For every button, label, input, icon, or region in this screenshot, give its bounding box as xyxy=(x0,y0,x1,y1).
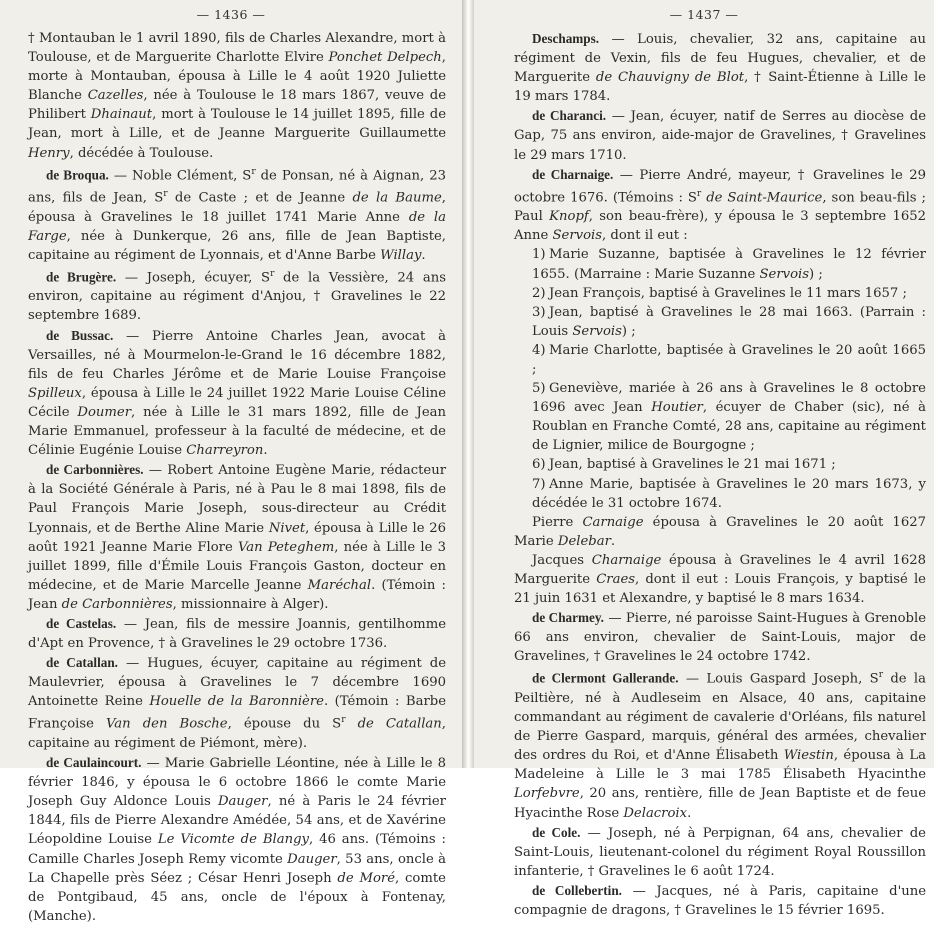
register-entry xyxy=(514,29,926,106)
entry-surname: de Cole. xyxy=(532,824,581,840)
italic-name: Servois xyxy=(572,323,622,339)
italic-name: de Chauvigny de Blot xyxy=(595,70,745,86)
entry-text: — Noble Clément, S xyxy=(108,168,252,184)
entry-text: , capitaine au régiment de Piémont, mère). xyxy=(28,716,446,751)
italic-name: Wiestin xyxy=(783,748,834,764)
page-number-right: — 1437 — xyxy=(669,7,739,22)
register-entry xyxy=(28,753,446,926)
entry-text: — Louis Gaspard Joseph, S xyxy=(678,671,879,687)
entry-surname: de Collebertin. xyxy=(532,882,622,898)
entry-text: . (Témoin : Barbe Françoise xyxy=(28,694,446,732)
register-entry xyxy=(28,265,446,326)
item-number: 6) xyxy=(532,457,546,473)
entry-text: , épousa à Gravelines le 18 juillet 1741 Marie Anne xyxy=(28,190,446,225)
entry-text: , morte à Montauban, épousa à Lille le 4 août 1920 Juliette Blanche xyxy=(28,50,446,104)
entry-text: — Marie Gabrielle Léontine, née à Lille le 8 février 1846, y épousa le 6 octobre 1866 le comte Marie Joseph Guy Aldonce Louis xyxy=(28,756,446,810)
superscript: r xyxy=(878,670,884,681)
register-entry xyxy=(514,666,926,822)
entry-text: , née à Lille le 3 juillet 1899, fille d'Émile Louis François Gaston, docteur en médecine, et de Marie Marcelle Jeanne xyxy=(28,539,447,593)
entry-surname: de Bussac. xyxy=(46,327,114,343)
entry-surname: de Broqua. xyxy=(46,167,109,183)
item-number: 4) xyxy=(532,342,546,358)
register-entry xyxy=(28,29,446,163)
entry-text: , née à Dunkerque, 26 ans, fille de Jean Baptiste, capitaine au régiment de Lyonnais, et d'Anne Barbe xyxy=(28,228,446,263)
italic-name: Nivet xyxy=(268,520,306,536)
entry-text: † Montauban le 1 avril 1890, fils de Charles Alexandre, mort à Toulouse, et de Marguerite Charlotte Elvire xyxy=(28,31,446,66)
register-entry xyxy=(514,551,926,608)
page-number-left: — 1436 — xyxy=(196,7,266,22)
entry-surname: de Clermont Gallerande. xyxy=(532,670,679,686)
entry-surname: de Charnaige. xyxy=(532,166,614,182)
entry-text: de la Peiltière, né à Audleseim en Alsace, 40 ans, capitaine commandant au régiment de cavalerie d'Orléans, fils naturel de Pierre Gaspard, marquis, général des armées, chevalier des ordres du Roi, et d'Anne Élisabeth xyxy=(514,671,926,764)
superscript: r xyxy=(251,166,256,177)
entry-text: Geneviève, mariée à 26 ans à Gravelines le 8 octobre 1696 avec Jean xyxy=(532,381,926,416)
italic-name: Maréchal xyxy=(307,577,372,593)
entry-text: Pierre xyxy=(532,514,583,530)
italic-name: Dhainaut xyxy=(90,107,153,123)
italic-name: Charreyron xyxy=(186,443,264,459)
entry-text: , écuyer de Chaber (sic), né à Roublan en Franche Comté, 28 ans, capitaine au régiment de Lignier, milice de Bourgogne ; xyxy=(532,400,927,454)
entry-text: Jean, baptisé à Gravelines le 21 mai 1671 ; xyxy=(549,457,836,473)
entry-text: . (Témoin : Jean xyxy=(28,577,446,612)
entry-text: — Robert Antoine Eugène Marie, rédacteur à la Société Générale à Paris, né à Pau le 8 mai 1898, fils de Paul François Marie Joseph, sous-directeur au Crédit Lyonnais, et de Berthe Aline Marie xyxy=(28,463,446,536)
italic-name: Houelle de la Baronnière xyxy=(149,694,324,710)
superscript: r xyxy=(163,189,168,200)
italic-name: de la Farge xyxy=(28,209,446,244)
italic-name: Carnaige xyxy=(582,514,644,530)
entry-text: , mort à Toulouse le 14 juillet 1895, fille de Jean, mort à Lille, et de Jeanne Marguerite Guillaumette xyxy=(28,107,447,142)
register-entry xyxy=(514,881,926,920)
entry-text: , comte de Pontgibaud, 45 ans, oncle de l'époux à Fontenay, (Manche). xyxy=(28,870,446,924)
entry-text: . xyxy=(263,443,268,459)
entry-text: , son beau-fils ; Paul xyxy=(514,190,926,225)
entry-text: , missionnaire à Alger). xyxy=(172,596,329,612)
italic-name: Van den Bosche xyxy=(105,716,228,732)
italic-name: Dauger xyxy=(287,851,337,867)
right-page xyxy=(474,0,934,918)
entry-text: — Jean, fils de messire Joannis, gentilhomme d'Apt en Provence, † à Gravelines le 29 octobre 1736. xyxy=(28,616,446,652)
list-item xyxy=(514,303,926,341)
superscript: r xyxy=(270,268,275,279)
list-item xyxy=(514,455,926,474)
right-page-text xyxy=(514,29,926,920)
list-item xyxy=(514,379,926,455)
entry-text: Marie Charlotte, baptisée à Gravelines le 20 août 1665 ; xyxy=(532,342,926,377)
entry-text: , dont il eut : xyxy=(602,228,688,244)
register-entry xyxy=(514,165,926,246)
italic-name: Henry xyxy=(28,145,70,161)
entry-text: . xyxy=(610,533,616,549)
entry-text: , épousa à Lille le 24 juillet 1922 Marie Louise Céline Cécile xyxy=(28,385,446,420)
entry-surname: de Charmey. xyxy=(532,610,604,626)
register-entry xyxy=(514,106,926,164)
italic-name: Craes xyxy=(596,572,636,588)
entry-text: , né à Paris le 24 février 1844, fils de Pierre Alexandre Amédée, 54 ans, et de Xavérine Léopoldine Louise xyxy=(28,794,446,848)
italic-name: Lorfebvre xyxy=(514,786,580,802)
register-entry xyxy=(514,513,926,551)
entry-text: — Jacques, né à Paris, capitaine d'une compagnie de dragons, † Gravelines le 15 février 1695. xyxy=(514,883,926,918)
italic-name: Servois xyxy=(759,266,810,282)
entry-text: — Pierre André, mayeur, † Gravelines le 29 octobre 1676. (Témoins : S xyxy=(514,167,927,206)
entry-text: de Caste ; et de Jeanne xyxy=(167,190,353,206)
italic-name: de Carbonnières xyxy=(61,596,173,612)
entry-surname: de Catallan. xyxy=(46,655,118,671)
entry-text: , 20 ans, rentière, fille de Jean Baptiste et de feue Hyacinthe Rose xyxy=(514,786,926,821)
entry-text: ) ; xyxy=(621,323,636,339)
entry-surname: de Caulaincourt. xyxy=(46,755,142,771)
superscript: r xyxy=(341,715,346,726)
entry-text: Anne Marie, baptisée à Gravelines le 20 mars 1673, y décédée le 31 octobre 1674. xyxy=(532,476,926,511)
entry-text: , née à Toulouse le 18 mars 1867, veuve de Philibert xyxy=(28,88,446,123)
italic-name: Servois xyxy=(552,228,603,244)
list-item xyxy=(514,245,926,283)
entry-text xyxy=(346,717,358,732)
entry-text: ) ; xyxy=(809,266,823,282)
entry-text: , 53 ans, oncle à La Chapelle près Séez ; César Henri Joseph xyxy=(28,851,446,886)
item-number: 2) xyxy=(532,285,546,301)
entry-text: de la Vessière, 24 ans environ, capitaine au régiment d'Anjou, † Gravelines le 22 septembre 1689. xyxy=(28,270,446,324)
item-number: 3) xyxy=(532,304,546,320)
entry-surname: de Carbonnières. xyxy=(46,462,144,478)
entry-text: . xyxy=(687,805,692,821)
entry-text: Jean François, baptisé à Gravelines le 11 mars 1657 ; xyxy=(549,285,907,301)
italic-name: de Saint-Maurice xyxy=(706,190,823,206)
superscript: r xyxy=(696,188,702,199)
item-number: 7) xyxy=(532,476,546,492)
register-entry xyxy=(514,608,926,666)
register-entry xyxy=(28,326,446,461)
entry-text: — Joseph, né à Perpignan, 64 ans, chevalier de Saint-Louis, lieutenant-colonel du régiment Royal Roussillon infanterie, † Gravelines le 6 août 1724. xyxy=(514,825,926,879)
list-item xyxy=(514,341,926,379)
italic-name: Dauger xyxy=(217,794,268,810)
italic-name: Willay xyxy=(380,247,422,263)
entry-text: , décédée à Toulouse. xyxy=(69,145,214,161)
entry-text: , † Saint-Étienne à Lille le 19 mars 1784. xyxy=(514,70,926,105)
italic-name: Ponchet Delpech xyxy=(328,50,442,66)
italic-name: de la Baume xyxy=(352,190,442,206)
italic-name: Delebar xyxy=(557,533,611,549)
entry-text: , épouse du S xyxy=(227,716,342,732)
entry-text: , 46 ans. (Témoins : Camille Charles Joseph Remy vicomte xyxy=(28,832,447,867)
left-page-text xyxy=(28,29,446,926)
italic-name: Van Peteghem xyxy=(237,539,335,555)
entry-text: — Louis, chevalier, 32 ans, capitaine au régiment de Vexin, fils de feu Hugues, chevalier, et de Marguerite xyxy=(514,32,926,86)
italic-name: Le Vicomte de Blangy xyxy=(157,832,309,848)
register-entry xyxy=(28,163,446,265)
entry-text: — Hugues, écuyer, capitaine au régiment de Maulevrier, épousa à Gravelines le 7 décembre 1690 Antoinette Reine xyxy=(28,656,447,710)
entry-text: Marie Suzanne, baptisée à Gravelines le 12 février 1655. (Marraine : Marie Suzanne xyxy=(532,247,926,282)
entry-text: Jean, baptisé à Gravelines le 28 mai 1663. (Parrain : Louis xyxy=(532,304,926,339)
entry-text: , dont il eut : Louis François, y baptisé le 21 juin 1631 et Alexandre, y baptisé le 8 mars 1634. xyxy=(514,572,926,607)
entry-text: de Ponsan, né à Aignan, 23 ans, fils de Jean, S xyxy=(28,168,446,206)
register-entry xyxy=(28,614,446,653)
entry-text: — Pierre, né paroisse Saint-Hugues à Grenoble 66 ans environ, chevalier de Saint-Louis, major de Gravelines, † Gravelines le 24 octobre 1742. xyxy=(514,611,926,665)
item-number: 5) xyxy=(532,381,546,397)
italic-name: Charnaige xyxy=(591,552,662,568)
book-gutter xyxy=(462,0,474,768)
entry-text: — Jean, écuyer, natif de Serres au diocèse de Gap, 75 ans environ, aide-major de Gravelines, † Gravelines le 29 mars 1710. xyxy=(514,109,926,163)
left-page xyxy=(0,0,462,924)
italic-name: Spilleux xyxy=(28,385,82,401)
italic-name: Doumer xyxy=(77,404,132,420)
list-item xyxy=(514,284,926,303)
entry-surname: Deschamps. xyxy=(532,31,600,46)
entry-surname: de Castelas. xyxy=(46,615,117,631)
entry-text: Jacques xyxy=(532,552,592,568)
italic-name: Cazelles xyxy=(87,88,144,104)
italic-name: Knopf xyxy=(549,209,589,225)
entry-text: , épousa à Lille le 26 août 1921 Jeanne Marie Flore xyxy=(28,520,446,555)
list-item xyxy=(514,475,926,513)
entry-text: épousa à Gravelines le 20 août 1627 Marie xyxy=(514,514,926,549)
register-entry xyxy=(28,460,446,614)
entry-text: , épousa à La Madeleine à Lille le 3 mai 1785 Élisabeth Hyacinthe xyxy=(514,748,926,783)
italic-name: Houtier xyxy=(651,400,703,416)
register-entry xyxy=(28,653,446,753)
italic-name: Delacroix xyxy=(623,805,688,821)
entry-text: — Joseph, écuyer, S xyxy=(116,270,271,286)
italic-name: de Catallan xyxy=(357,716,442,732)
entry-text: . xyxy=(421,247,426,263)
item-number: 1) xyxy=(532,247,546,263)
entry-surname: de Brugère. xyxy=(46,269,117,285)
italic-name: de Moré xyxy=(337,870,396,886)
entry-text: — Pierre Antoine Charles Jean, avocat à Versailles, né à Mourmelon-le-Grand le 16 décembre 1882, fils de feu Charles Jérôme et de Marie Louise Françoise xyxy=(28,328,447,382)
entry-surname: de Charanci. xyxy=(532,108,607,124)
entry-text: épousa à Gravelines le 4 avril 1628 Marguerite xyxy=(514,552,927,588)
register-entry xyxy=(514,823,926,881)
entry-text: , son beau-frère), y épousa le 3 septembre 1652 Anne xyxy=(514,209,927,244)
entry-text: , née à Lille le 31 mars 1892, fille de Jean Marie Emmanuel, professeur à la faculté de médecine, et de Célinie Eugénie Louise xyxy=(28,404,447,459)
